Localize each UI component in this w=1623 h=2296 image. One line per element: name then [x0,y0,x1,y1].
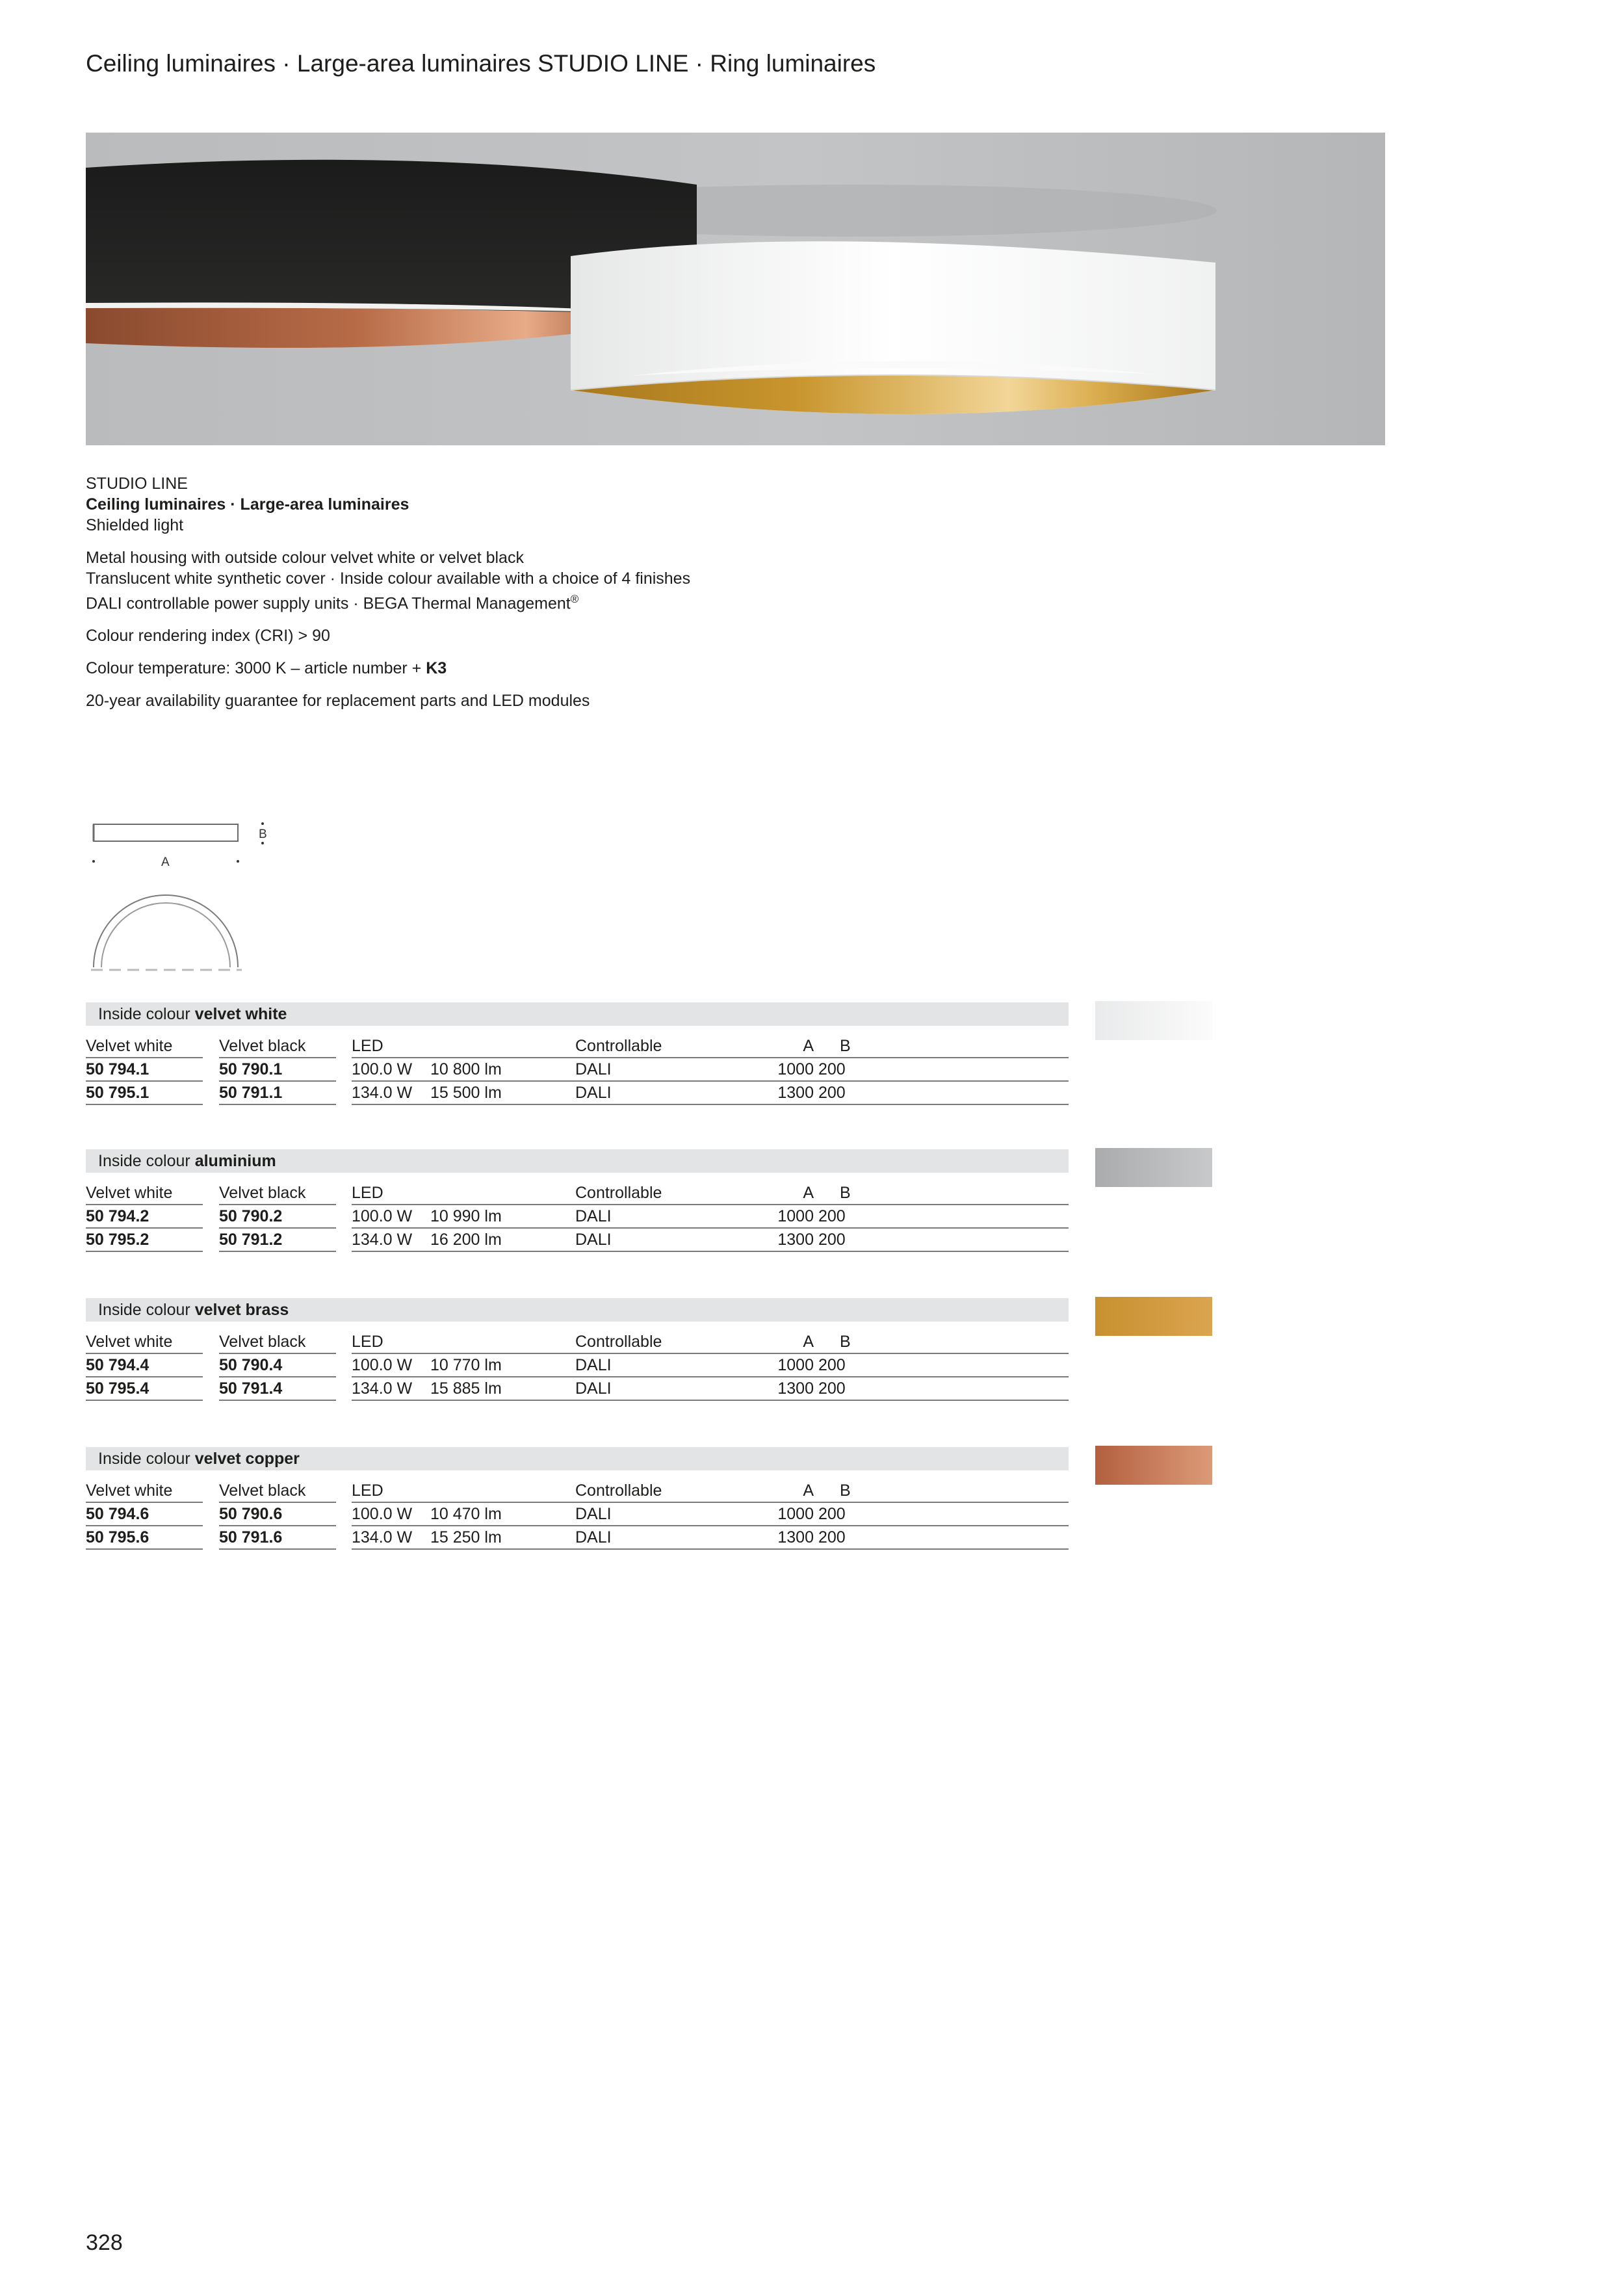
cover-description: Translucent white synthetic cover · Inside colour available with a choice of 4 finishes [86,569,691,588]
power-supply-description: DALI controllable power supply units · BEGA Thermal Management® [86,593,579,613]
table-row: 50 794.6 50 790.6 100.0 W 10 470 lm DALI 1000 200 [86,1505,846,1523]
dimension-a-label: A [161,855,170,869]
product-description [86,473,996,711]
series-name: STUDIO LINE [86,475,188,493]
table-row: 50 795.4 50 791.4 134.0 W 15 885 lm DALI 1300 200 [86,1379,846,1398]
cri-description: Colour rendering index (CRI) > 90 [86,627,330,646]
product-photo [86,133,1385,445]
table-header-row: Velvet white Velvet black LED Controllable A B [86,1184,851,1202]
table-row: 50 795.1 50 791.1 134.0 W 15 500 lm DALI 1300 200 [86,1084,846,1102]
group-header: Inside colour velvet white [86,1002,1069,1026]
swatch-velvet-copper [1095,1446,1212,1485]
table-row: 50 795.2 50 791.2 134.0 W 16 200 lm DALI 1300 200 [86,1231,846,1249]
dimension-b-label: B [259,828,267,841]
swatch-velvet-brass [1095,1297,1212,1336]
group-header: Inside colour velvet brass [86,1298,1069,1322]
product-category: Ceiling luminaires · Large-area luminaires [86,495,409,514]
swatch-aluminium [1095,1148,1212,1187]
dimension-drawing [86,819,281,975]
table-row: 50 794.2 50 790.2 100.0 W 10 990 lm DALI 1000 200 [86,1207,846,1225]
group-header: Inside colour velvet copper [86,1447,1069,1470]
table-row: 50 795.6 50 791.6 134.0 W 15 250 lm DALI 1300 200 [86,1528,846,1546]
table-header-row: Velvet white Velvet black LED Controllable A B [86,1481,851,1500]
table-row: 50 794.4 50 790.4 100.0 W 10 770 lm DALI 1000 200 [86,1356,846,1374]
ring-luminaires-photo-icon [86,133,1385,445]
housing-description: Metal housing with outside colour velvet white or velvet black [86,549,524,567]
availability-guarantee: 20-year availability guarantee for replacement parts and LED modules [86,692,590,711]
table-header-row: Velvet white Velvet black LED Controllable A B [86,1037,851,1055]
light-type: Shielded light [86,516,184,534]
colour-temperature: Colour temperature: 3000 K – article number + K3 [86,659,447,678]
table-header-row: Velvet white Velvet black LED Controllable A B [86,1333,851,1351]
group-header: Inside colour aluminium [86,1149,1069,1173]
table-row: 50 794.1 50 790.1 100.0 W 10 800 lm DALI 1000 200 [86,1060,846,1078]
page-title: Ceiling luminaires · Large-area luminaires STUDIO LINE · Ring luminaires [86,50,876,77]
page-number: 328 [86,2230,123,2255]
swatch-velvet-white [1095,1001,1212,1040]
